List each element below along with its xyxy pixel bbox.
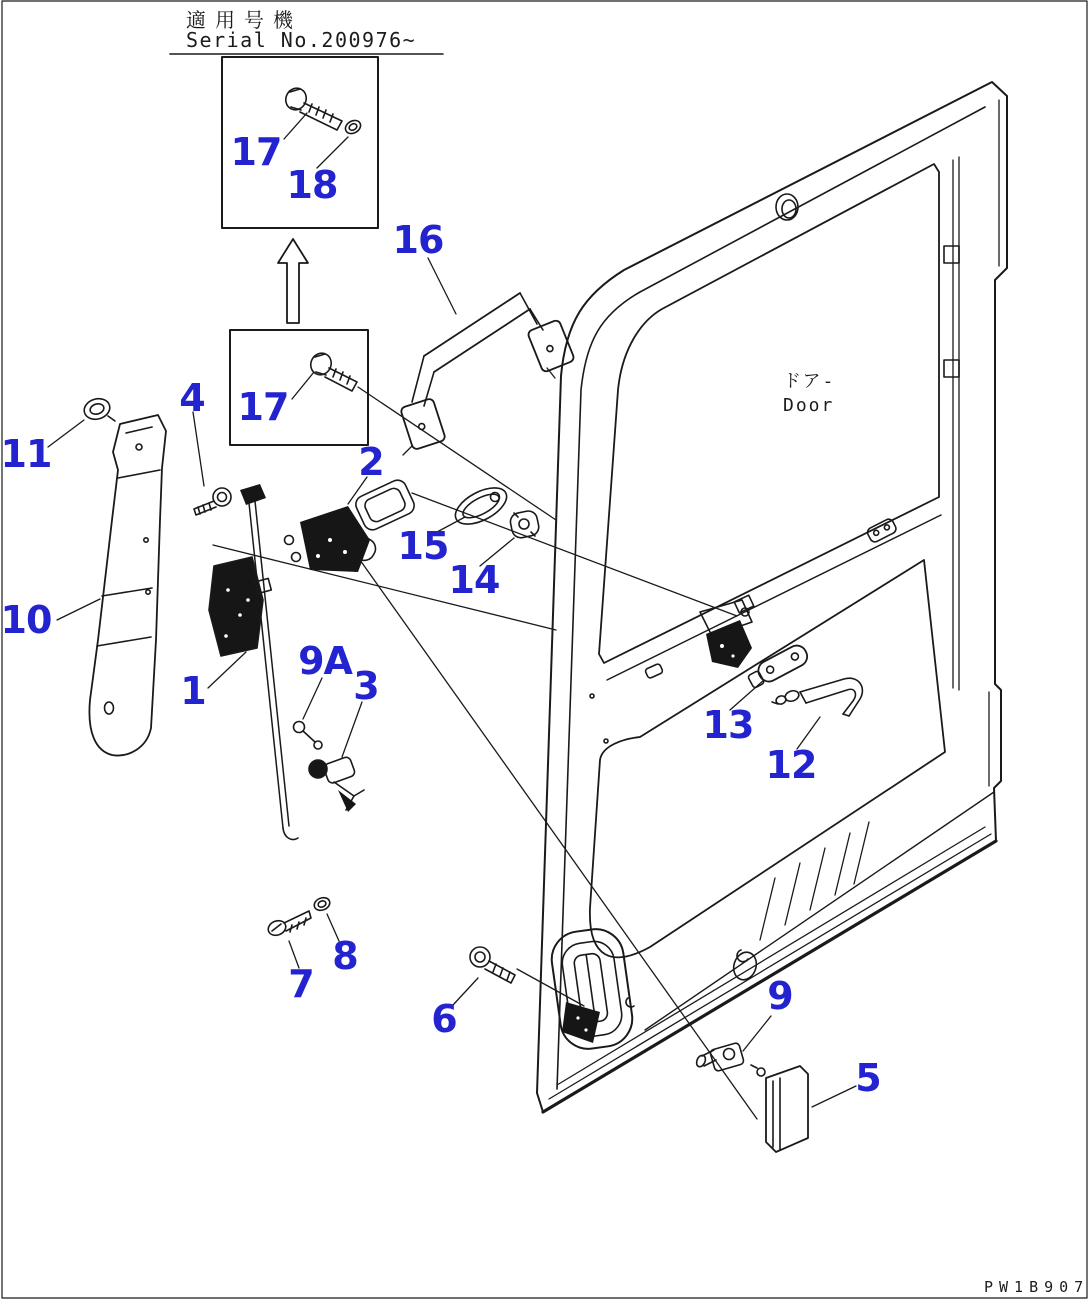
callout-9A: 9A [298, 639, 352, 683]
callout-13: 13 [702, 703, 754, 747]
hinge-tab-upper [944, 246, 959, 263]
part-11-plug [82, 396, 115, 422]
door-label-jp: ドア- [783, 371, 836, 392]
rail-clip [645, 663, 664, 679]
part-3-lock [309, 756, 364, 812]
callout-7: 7 [288, 962, 314, 1006]
part-4-bolt [194, 488, 231, 515]
part-14-clip-nut [509, 509, 541, 539]
callout-3: 3 [353, 664, 379, 708]
callout-9: 9 [767, 974, 793, 1018]
part-15-bracket [450, 480, 513, 531]
projection-bolt6 [517, 969, 584, 1006]
hinge-tab-lower [944, 360, 959, 377]
part-18-washer [343, 118, 363, 136]
callout-4: 4 [179, 376, 205, 420]
leader-lines [48, 258, 856, 1119]
part-12-pull-handle [772, 678, 862, 716]
door-latch-mechanism [700, 595, 754, 668]
callout-18: 18 [286, 163, 338, 207]
part-17-bolt-lower [307, 350, 357, 391]
door-label-en: Door [783, 395, 835, 416]
callout-14: 14 [448, 558, 500, 602]
up-arrow [278, 239, 308, 323]
header-serial-number: Serial No.200976~ [186, 28, 417, 52]
part-16-grab-handle [400, 293, 575, 455]
part-5-bracket [751, 1065, 808, 1152]
callout-5: 5 [855, 1056, 881, 1100]
callout-17-lower: 17 [237, 385, 289, 429]
door-upper-window [599, 164, 939, 663]
header-title-jp: 適用号機 [186, 8, 302, 32]
part-6-bolt [470, 947, 515, 983]
part-10-cover [89, 415, 166, 756]
page-border [2, 1, 1090, 1298]
part-7-screw [266, 911, 311, 938]
callout-12: 12 [765, 743, 817, 787]
leader-17-18 [284, 113, 348, 168]
callout-11: 11 [0, 432, 52, 476]
panel-slats [760, 822, 869, 940]
door-lower-panel [626, 792, 994, 1030]
drawing-number: PW1B907 [984, 1278, 1090, 1296]
callout-16: 16 [392, 218, 444, 262]
callout-6: 6 [431, 997, 457, 1041]
part-8-washer [312, 895, 331, 912]
top-frame-hole [776, 194, 798, 220]
part-9a-screw [294, 722, 323, 750]
callout-2: 2 [358, 440, 384, 484]
callout-10: 10 [0, 598, 52, 642]
callout-1: 1 [180, 669, 206, 713]
callout-8: 8 [332, 934, 358, 978]
door-outline [537, 82, 1007, 1112]
leader-17-lower [292, 372, 314, 399]
projection-17-to-door [358, 387, 556, 520]
part-17-bolt-upper [282, 85, 342, 130]
door-label [783, 370, 835, 418]
callout-15: 15 [397, 524, 449, 568]
callout-17-upper: 17 [230, 130, 282, 174]
door-middle-rail [607, 515, 941, 680]
